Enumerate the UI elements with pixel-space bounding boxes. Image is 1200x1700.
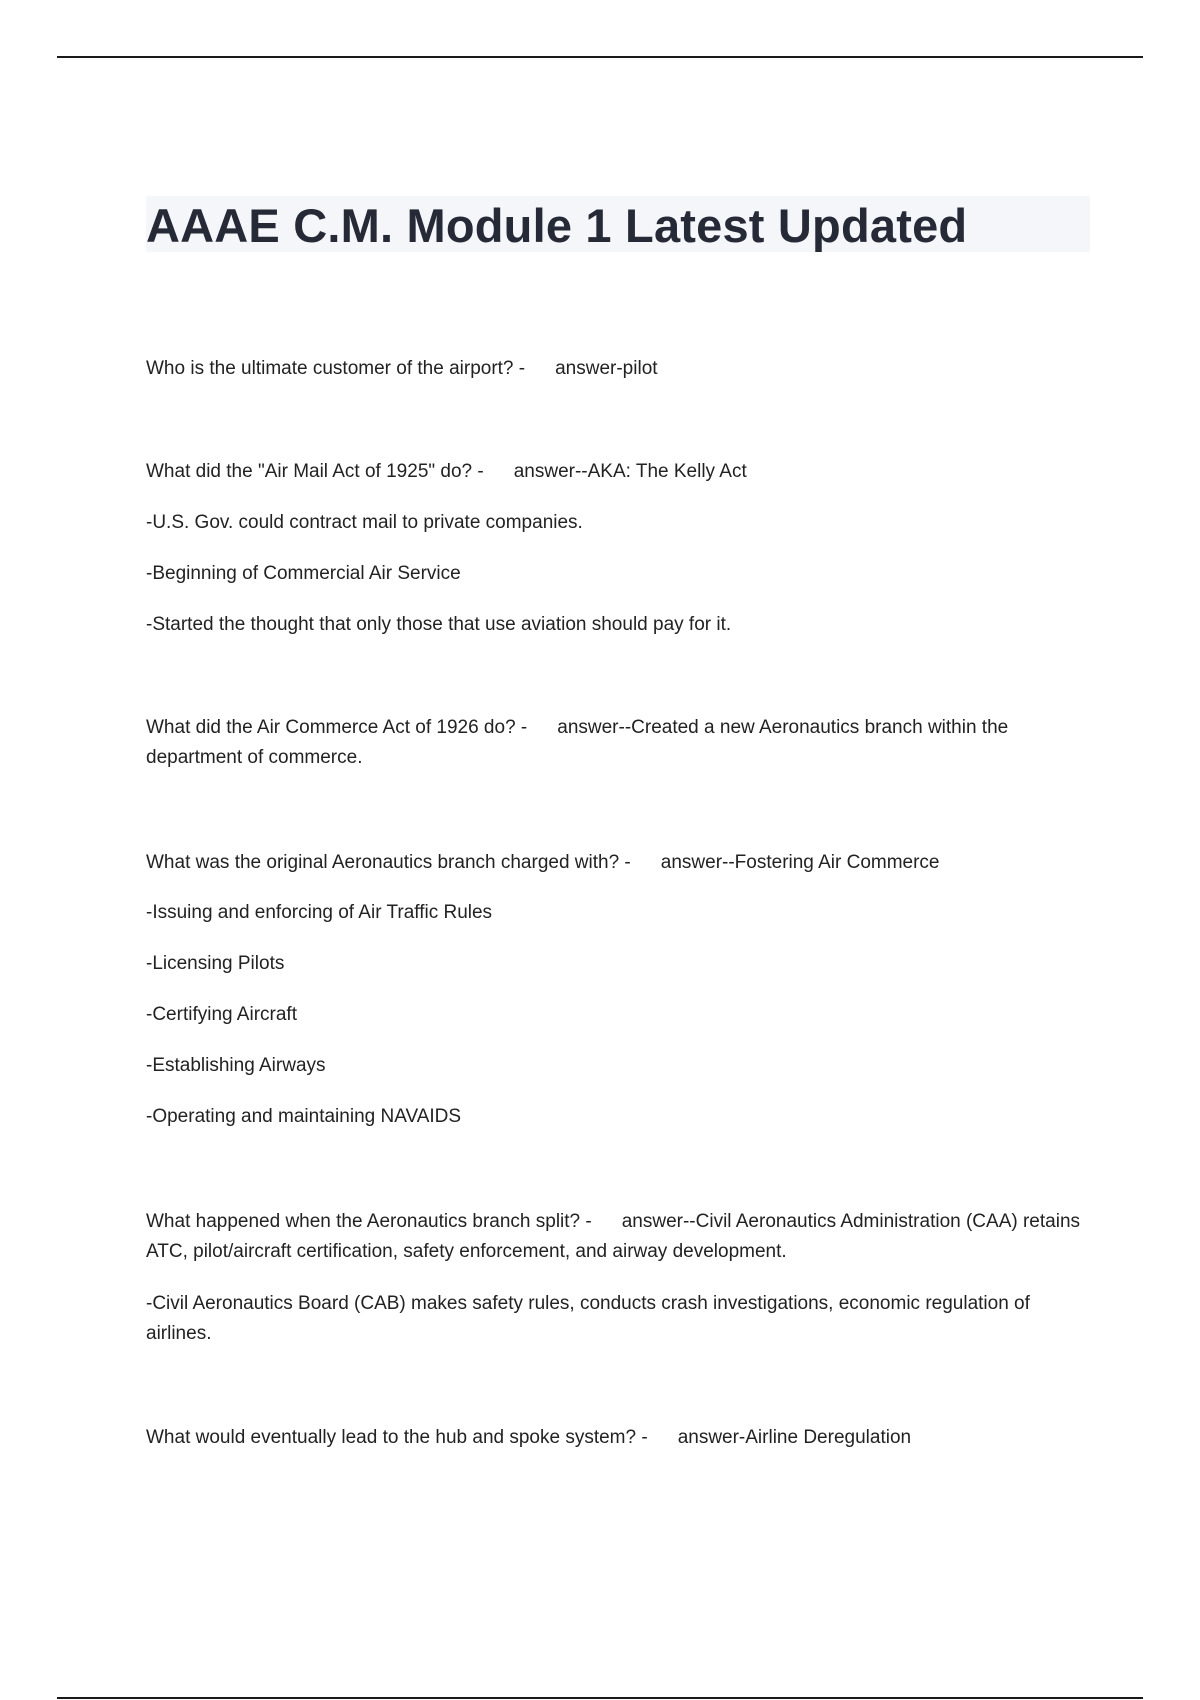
question-text: What was the original Aeronautics branch charged with? - bbox=[146, 852, 631, 873]
top-rule bbox=[57, 56, 1143, 58]
question-line bbox=[146, 848, 1090, 878]
answer-text: answer-pilot bbox=[555, 358, 658, 379]
answer-detail: -Civil Aeronautics Board (CAB) makes safety rules, conducts crash investigations, economic regulation of airlines. bbox=[146, 1293, 1030, 1344]
question-line bbox=[146, 1423, 1090, 1453]
question-line bbox=[146, 713, 1090, 773]
answer-detail: -Establishing Airways bbox=[146, 1055, 326, 1076]
qa-item-5 bbox=[146, 1207, 1090, 1349]
question-text: What did the "Air Mail Act of 1925" do? - bbox=[146, 461, 484, 482]
answer-text: answer--Fostering Air Commerce bbox=[660, 852, 940, 873]
question-line bbox=[146, 457, 1090, 487]
question-text: What would eventually lead to the hub and spoke system? - bbox=[146, 1427, 648, 1448]
answer-text: answer-Airline Deregulation bbox=[677, 1427, 912, 1448]
answer-detail: -Beginning of Commercial Air Service bbox=[146, 563, 461, 584]
qa-item-3 bbox=[146, 713, 1090, 773]
qa-item-4 bbox=[146, 848, 1090, 1132]
question-text: What did the Air Commerce Act of 1926 do? - bbox=[146, 717, 528, 738]
answer-text: answer--AKA: The Kelly Act bbox=[513, 461, 747, 482]
answer-detail: -Issuing and enforcing of Air Traffic Rules bbox=[146, 902, 493, 923]
answer-text: answer--Created a new Aeronautics branch within the department of commerce. bbox=[146, 717, 1009, 768]
answer-detail: -Certifying Aircraft bbox=[146, 1004, 297, 1025]
answer-detail: -U.S. Gov. could contract mail to private companies. bbox=[146, 512, 583, 533]
qa-item-2 bbox=[146, 457, 1090, 640]
answer-detail: -Operating and maintaining NAVAIDS bbox=[146, 1106, 462, 1127]
question-line bbox=[146, 1207, 1090, 1267]
answer-detail: -Licensing Pilots bbox=[146, 953, 285, 974]
answer-text: answer--Civil Aeronautics Administration (CAA) retains ATC, pilot/aircraft certification, safety enforcement, and airway development. bbox=[146, 1211, 1081, 1262]
qa-item-1 bbox=[146, 354, 1090, 384]
bottom-rule bbox=[57, 1697, 1143, 1699]
answer-detail: -Started the thought that only those that use aviation should pay for it. bbox=[146, 614, 732, 635]
question-text: What happened when the Aeronautics branch split? - bbox=[146, 1211, 592, 1232]
qa-item-6 bbox=[146, 1423, 1090, 1453]
document-title: AAAE C.M. Module 1 Latest Updated bbox=[146, 199, 968, 252]
question-text: Who is the ultimate customer of the airport? - bbox=[146, 358, 526, 379]
question-line bbox=[146, 354, 1090, 384]
